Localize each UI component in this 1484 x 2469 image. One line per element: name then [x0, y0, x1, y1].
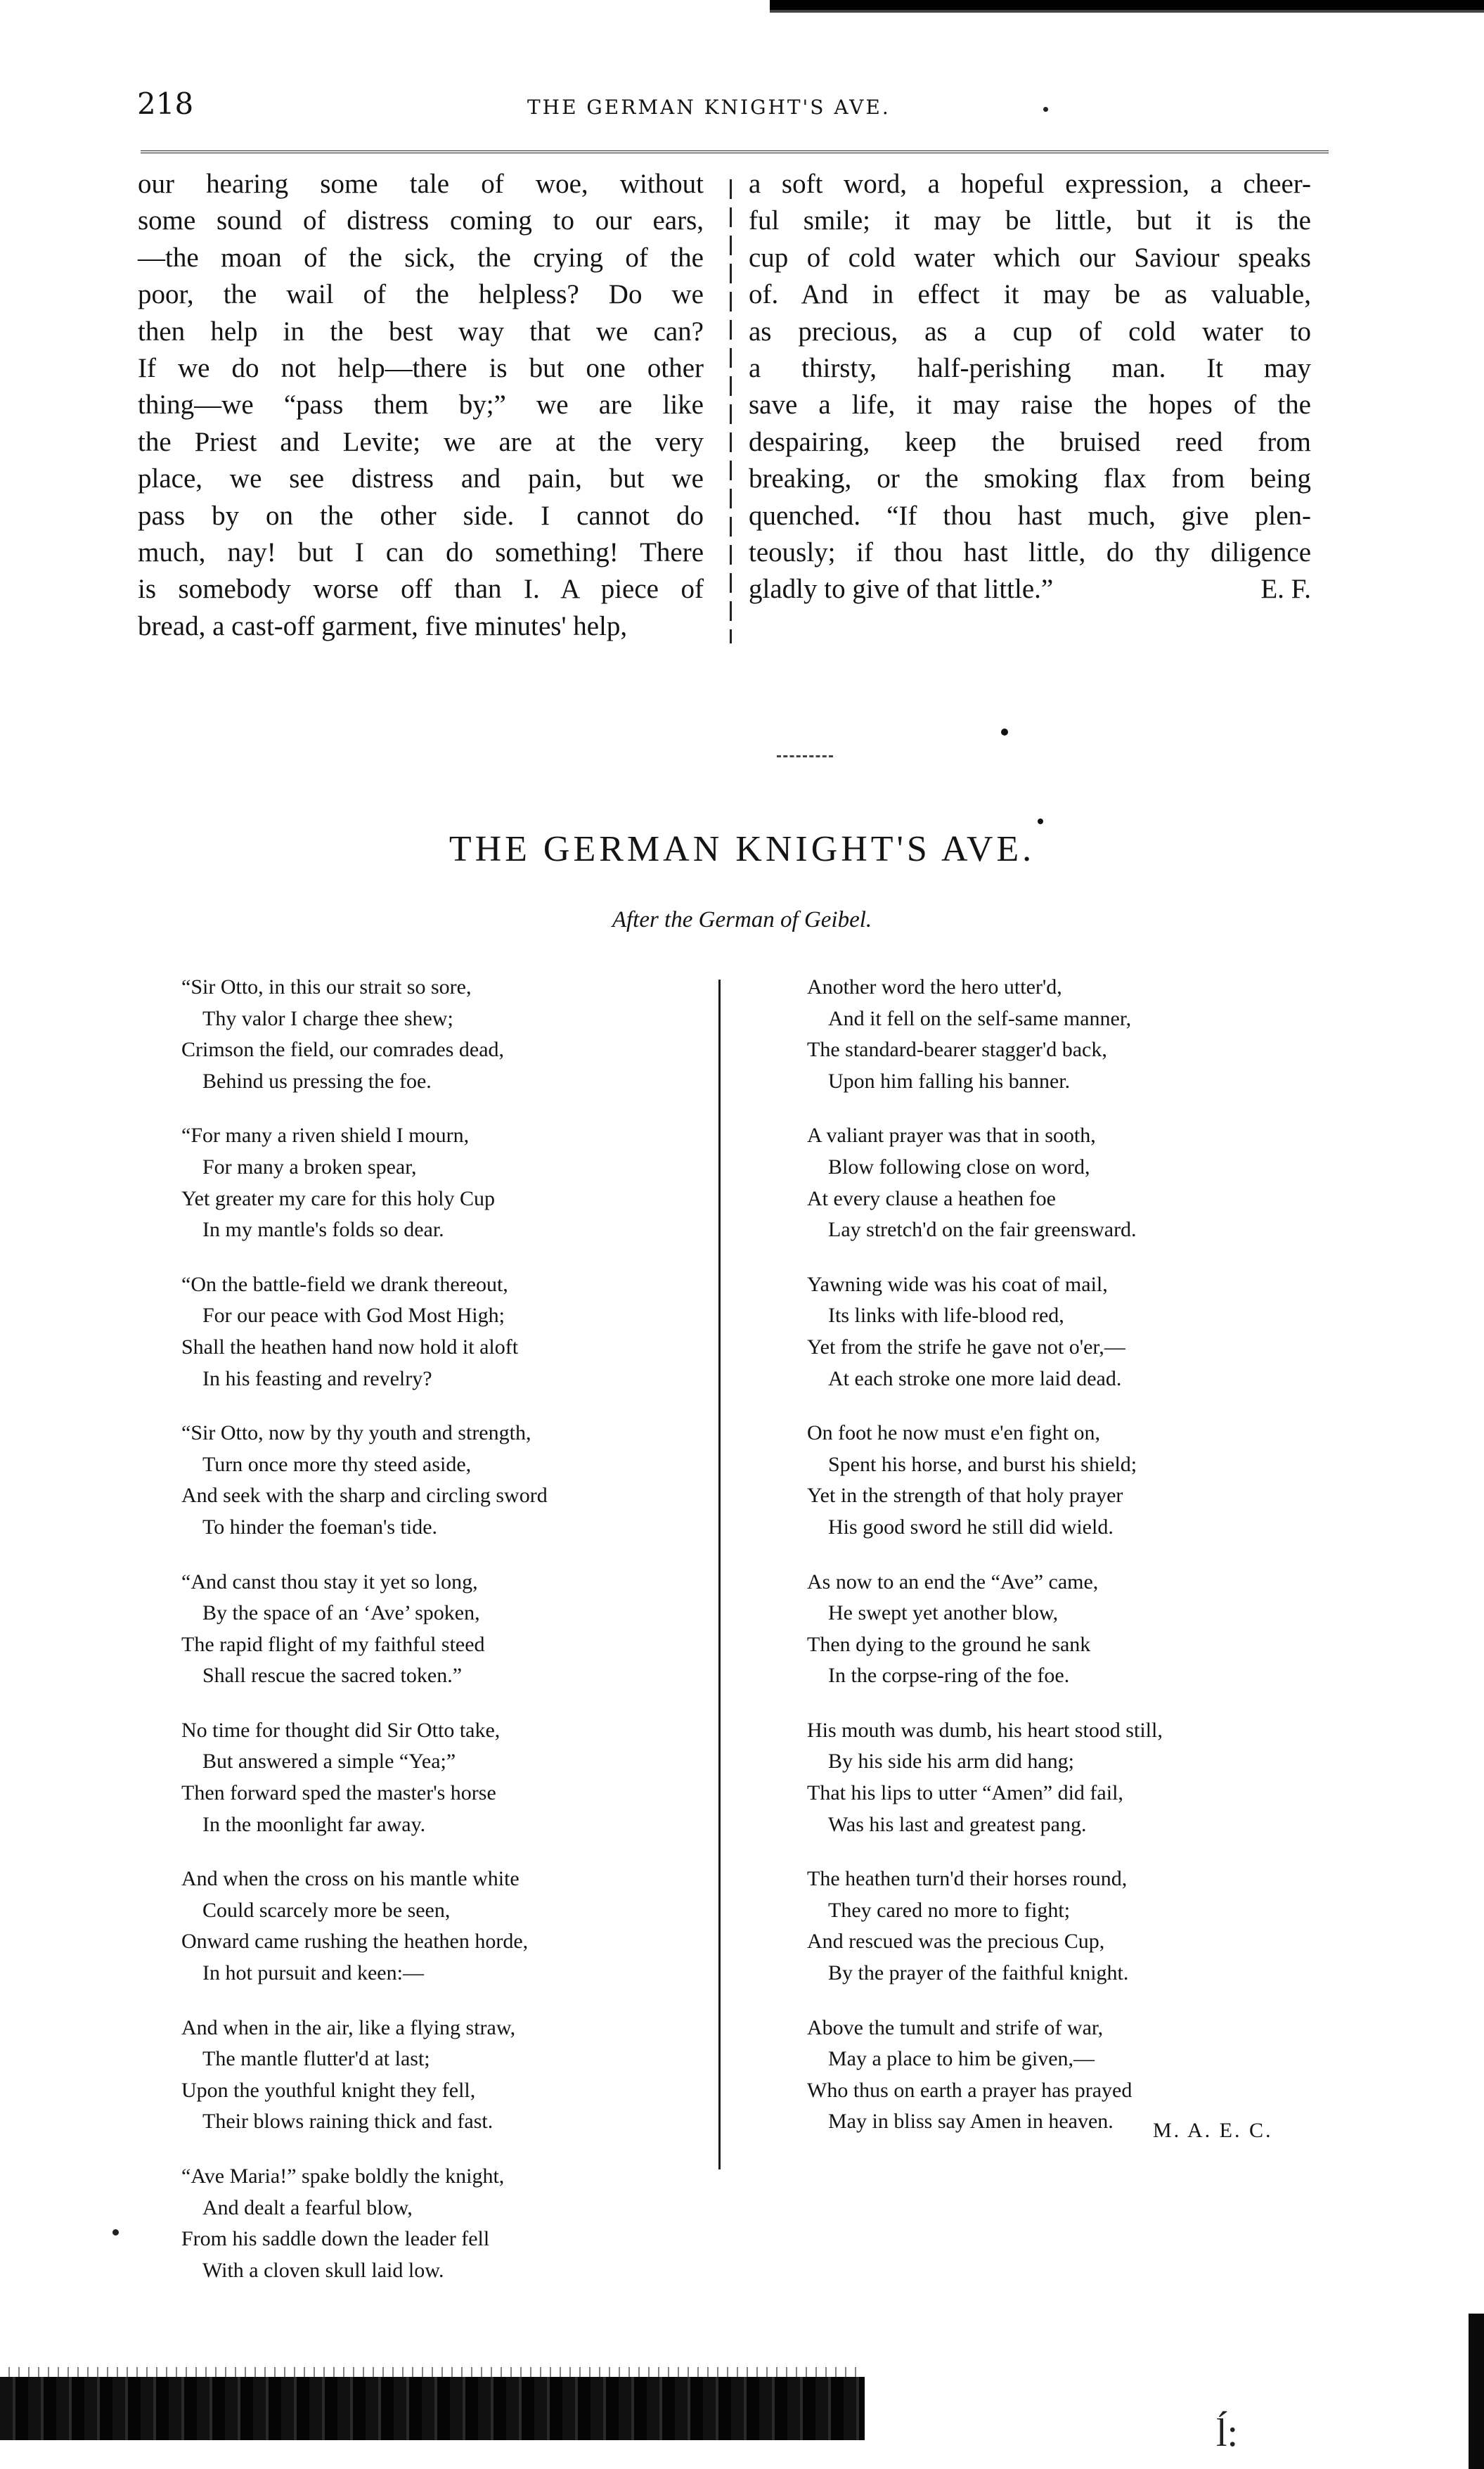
- verse-line: With a cloven skull laid low.: [202, 2258, 444, 2282]
- verse-line: Blow following close on word,: [828, 1155, 1090, 1179]
- verse-line: Spent his horse, and burst his shield;: [828, 1452, 1137, 1476]
- verse-line: By the space of an ‘Ave’ spoken,: [202, 1601, 480, 1625]
- prose-column-right: [749, 166, 1311, 608]
- prose-line: as precious, as a cup of cold water to: [749, 316, 1311, 347]
- prose-line: If we do not help—there is but one other: [138, 353, 704, 384]
- verse-line: The standard-bearer stagger'd back,: [807, 1038, 1107, 1062]
- column-divider: [718, 980, 721, 2169]
- verse-line: Upon him falling his banner.: [828, 1069, 1071, 1093]
- verse-line: A valiant prayer was that in sooth,: [807, 1124, 1096, 1148]
- stanza: [807, 1567, 1341, 1692]
- verse-line: Lay stretch'd on the fair greensward.: [828, 1218, 1137, 1242]
- verse-line: His good sword he still did wield.: [828, 1515, 1114, 1539]
- prose-line: place, we see distress and pain, but we: [138, 463, 704, 494]
- running-title: THE GERMAN KNIGHT'S AVE.: [527, 96, 891, 119]
- stanza: [807, 1864, 1341, 1989]
- verse-line: Their blows raining thick and fast.: [202, 2110, 493, 2134]
- prose-line: thing—we “pass them by;” we are like: [138, 390, 704, 421]
- poem-column-right: [807, 972, 1341, 2161]
- poem-subtitle: After the German of Geibel.: [612, 907, 872, 932]
- verse-line: By his side his arm did hang;: [828, 1750, 1074, 1774]
- prose-line: save a life, it may raise the hopes of the: [749, 390, 1311, 421]
- verse-line: Thy valor I charge thee shew;: [202, 1006, 453, 1030]
- prose-line: a thirsty, half-perishing man. It may: [749, 353, 1311, 384]
- scan-edge-right: [1469, 2314, 1484, 2469]
- verse-line: “On the battle-field we drank thereout,: [181, 1272, 508, 1296]
- stanza: [181, 1418, 716, 1543]
- verse-line: The rapid flight of my faithful steed: [181, 1632, 485, 1656]
- verse-line: His mouth was dumb, his heart stood still,: [807, 1718, 1163, 1742]
- verse-line: Turn once more thy steed aside,: [202, 1452, 472, 1476]
- verse-line: And rescued was the precious Cup,: [807, 1930, 1105, 1954]
- verse-line: Upon the youthful knight they fell,: [181, 2078, 476, 2102]
- stanza: [181, 1864, 716, 1989]
- poem-signature: M. A. E. C.: [1153, 2119, 1273, 2142]
- stanza: [181, 1715, 716, 1840]
- prose-line: cup of cold water which our Saviour speaks: [749, 242, 1311, 273]
- prose-line: is somebody worse off than I. A piece of: [138, 574, 704, 605]
- stanza: [181, 2161, 716, 2286]
- column-divider: [730, 179, 732, 643]
- stanza: [807, 1120, 1341, 1245]
- header-rule: [141, 150, 1329, 153]
- verse-line: By the prayer of the faithful knight.: [828, 1961, 1129, 1985]
- verse-line: Yet greater my care for this holy Cup: [181, 1186, 496, 1210]
- verse-line: On foot he now must e'en fight on,: [807, 1421, 1101, 1445]
- verse-line: Its links with life-blood red,: [828, 1304, 1064, 1328]
- verse-line: In his feasting and revelry?: [202, 1366, 432, 1390]
- prose-line: much, nay! but I can do something! There: [138, 537, 704, 568]
- stanza: [807, 972, 1341, 1097]
- verse-line: Who thus on earth a prayer has prayed: [807, 2078, 1133, 2102]
- prose-line: bread, a cast-off garment, five minutes' help,: [138, 610, 628, 641]
- verse-line: “And canst thou stay it yet so long,: [181, 1570, 478, 1593]
- stanza: [181, 972, 716, 1097]
- prose-line: breaking, or the smoking flax from being: [749, 463, 1311, 494]
- verse-line: May in bliss say Amen in heaven.: [828, 2110, 1114, 2134]
- prose-line: —the moan of the sick, the crying of the: [138, 242, 704, 273]
- prose-line: quenched. “If thou hast much, give plen-: [749, 500, 1311, 531]
- stanza: [807, 1269, 1341, 1394]
- prose-line: of. And in effect it may be as valuable,: [749, 279, 1311, 310]
- verse-line: The mantle flutter'd at last;: [202, 2047, 430, 2071]
- verse-line: To hinder the foeman's tide.: [202, 1515, 438, 1539]
- poem-column-left: [181, 972, 716, 2309]
- verse-line: Then dying to the ground he sank: [807, 1632, 1091, 1656]
- verse-line: Behind us pressing the foe.: [202, 1069, 432, 1093]
- verse-line: That his lips to utter “Amen” did fail,: [807, 1781, 1123, 1805]
- verse-line: Another word the hero utter'd,: [807, 975, 1062, 999]
- scan-edge-top: [770, 0, 1484, 10]
- verse-line: He swept yet another blow,: [828, 1601, 1059, 1625]
- prose-column-left: [138, 166, 704, 645]
- verse-line: In my mantle's folds so dear.: [202, 1218, 444, 1242]
- prose-line: our hearing some tale of woe, without: [138, 169, 704, 199]
- verse-line: And when in the air, like a flying straw,: [181, 2015, 516, 2039]
- verse-line: Could scarcely more be seen,: [202, 1898, 451, 1922]
- section-separator: [777, 755, 833, 759]
- speck-mark: [1043, 107, 1048, 112]
- verse-line: Yet from the strife he gave not o'er,—: [807, 1335, 1125, 1359]
- prose-line: then help in the best way that we can?: [138, 316, 704, 347]
- verse-line: The heathen turn'd their horses round,: [807, 1867, 1128, 1891]
- stanza: [807, 1715, 1341, 1840]
- verse-line: “Ave Maria!” spake boldly the knight,: [181, 2165, 505, 2188]
- verse-line: “For many a riven shield I mourn,: [181, 1124, 470, 1148]
- scan-corner-mark: ĺ:: [1216, 2411, 1239, 2455]
- prose-line: poor, the wail of the helpless? Do we: [138, 279, 704, 310]
- speck-mark: [1001, 729, 1008, 736]
- verse-line: At each stroke one more laid dead.: [828, 1366, 1122, 1390]
- verse-line: Shall the heathen hand now hold it aloft: [181, 1335, 519, 1359]
- prose-line: a soft word, a hopeful expression, a cheer-: [749, 169, 1311, 199]
- verse-line: Then forward sped the master's horse: [181, 1781, 496, 1805]
- stanza: [181, 1567, 716, 1692]
- verse-line: Was his last and greatest pang.: [828, 1812, 1087, 1836]
- speck-mark: [1038, 819, 1043, 824]
- verse-line: At every clause a heathen foe: [807, 1186, 1056, 1210]
- verse-line: Onward came rushing the heathen horde,: [181, 1930, 529, 1954]
- verse-line: In the moonlight far away.: [202, 1812, 426, 1836]
- verse-line: No time for thought did Sir Otto take,: [181, 1718, 501, 1742]
- verse-line: Yawning wide was his coat of mail,: [807, 1272, 1108, 1296]
- prose-signature: E. F.: [1260, 574, 1311, 605]
- verse-line: In hot pursuit and keen:—: [202, 1961, 424, 1985]
- stanza: [181, 2013, 716, 2138]
- verse-line: And seek with the sharp and circling sword: [181, 1484, 548, 1508]
- verse-line: They cared no more to fight;: [828, 1898, 1071, 1922]
- verse-line: In the corpse-ring of the foe.: [828, 1664, 1070, 1688]
- stanza: [807, 1418, 1341, 1543]
- page-number: 218: [137, 86, 194, 121]
- poem-title: THE GERMAN KNIGHT'S AVE.: [449, 829, 1035, 869]
- prose-line: the Priest and Levite; we are at the very: [138, 426, 704, 457]
- verse-line: But answered a simple “Yea;”: [202, 1750, 456, 1774]
- stanza: [181, 1269, 716, 1394]
- scan-edge-top-shadow: [770, 10, 1484, 13]
- prose-line: teously; if thou hast little, do thy diligence: [749, 537, 1311, 568]
- scan-edge-bottom: [0, 2377, 865, 2440]
- verse-line: May a place to him be given,—: [828, 2047, 1095, 2071]
- verse-line: Crimson the field, our comrades dead,: [181, 1038, 505, 1062]
- verse-line: And it fell on the self-same manner,: [828, 1006, 1132, 1030]
- verse-line: “Sir Otto, in this our strait so sore,: [181, 975, 472, 999]
- verse-line: Above the tumult and strife of war,: [807, 2015, 1104, 2039]
- verse-line: Yet in the strength of that holy prayer: [807, 1484, 1123, 1508]
- verse-line: From his saddle down the leader fell: [181, 2227, 490, 2251]
- verse-line: And when the cross on his mantle white: [181, 1867, 520, 1891]
- verse-line: For our peace with God Most High;: [202, 1304, 505, 1328]
- verse-line: As now to an end the “Ave” came,: [807, 1570, 1099, 1593]
- prose-line: gladly to give of that little.” E. F.: [749, 571, 1311, 608]
- verse-line: Shall rescue the sacred token.”: [202, 1664, 463, 1688]
- verse-line: And dealt a fearful blow,: [202, 2195, 413, 2219]
- speck-mark: [112, 2229, 119, 2236]
- stanza: [181, 1120, 716, 1245]
- verse-line: For many a broken spear,: [202, 1155, 417, 1179]
- prose-line: pass by on the other side. I cannot do: [138, 500, 704, 531]
- prose-line: some sound of distress coming to our ears,: [138, 205, 704, 236]
- prose-line: ful smile; it may be little, but it is the: [749, 205, 1311, 236]
- verse-line: “Sir Otto, now by thy youth and strength,: [181, 1421, 531, 1445]
- prose-line: despairing, keep the bruised reed from: [749, 426, 1311, 457]
